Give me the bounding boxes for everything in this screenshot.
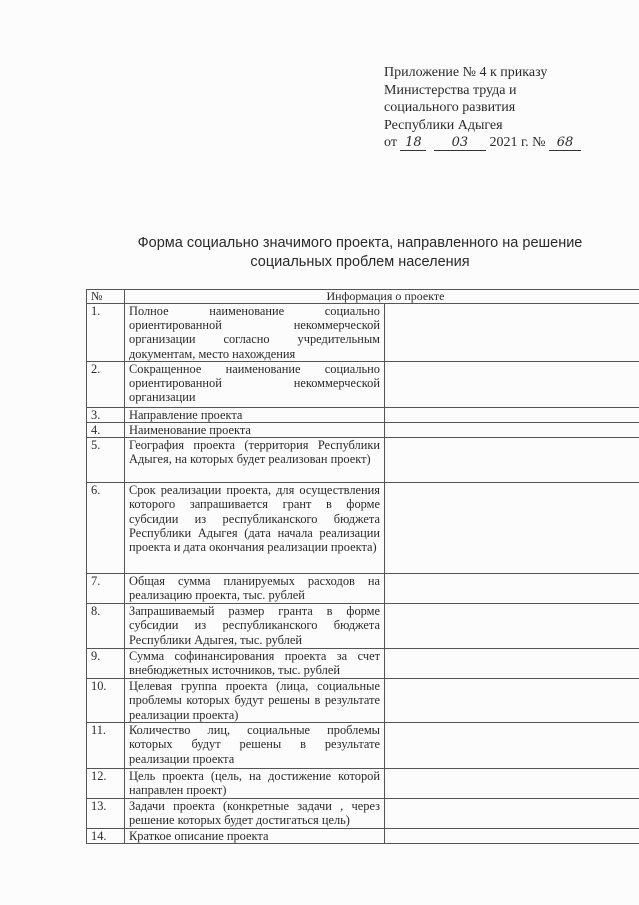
table-row [87, 604, 639, 649]
table-row [87, 679, 639, 723]
row-value-cell [385, 769, 639, 799]
header-line-3: социального развития [384, 100, 516, 115]
table-row [87, 574, 639, 604]
row-description: Сокращенное наименование социально ориентированной некоммерческой организации [125, 361, 385, 407]
row-value-cell [385, 604, 639, 649]
row-number: 4. [87, 423, 125, 438]
row-number: 13. [87, 799, 125, 829]
row-value-cell [385, 423, 639, 438]
row-value-cell [385, 361, 639, 407]
row-description: Количество лиц, социальные проблемы которых будут решены в результате реализации проекта [125, 723, 385, 769]
row-value-cell [385, 407, 639, 422]
row-value-cell [385, 799, 639, 829]
row-number: 7. [87, 574, 125, 604]
header-line-2: Министерства труда и [384, 82, 517, 98]
row-number: 12. [87, 769, 125, 799]
row-value-cell [385, 304, 639, 362]
table-row [87, 423, 639, 438]
table-row [87, 649, 639, 679]
row-description: Цель проекта (цель, на достижение которой направлен проект) [125, 769, 385, 799]
date-prefix: от [384, 135, 397, 150]
row-description: Направление проекта [125, 407, 385, 422]
table-row [87, 799, 639, 829]
date-year: 2021 г. № [489, 135, 546, 150]
form-title [80, 234, 639, 272]
row-description: Общая сумма планируемых расходов на реализацию проекта, тыс. рублей [125, 574, 385, 604]
row-description: Срок реализации проекта, для осуществления которого запрашивается грант в форме субсидии из республиканского бюджета Республики Адыгея (дата начала реализации проекта и дата окончания реализации проекта) [125, 483, 385, 574]
row-number: 3. [87, 407, 125, 422]
table-header-row [87, 290, 639, 304]
column-header-info: Информация о проекте [125, 290, 639, 304]
form-title-line-1: Форма социально значимого проекта, направленного на решение [137, 235, 583, 251]
row-number: 14. [87, 829, 125, 844]
row-number: 10. [87, 679, 125, 723]
row-value-cell [385, 574, 639, 604]
row-description: Запрашиваемый размер гранта в форме субсидии из республиканского бюджета Республики Адыгея, тыс. рублей [125, 604, 385, 649]
project-info-table [86, 289, 639, 844]
row-value-cell [385, 829, 639, 844]
table-row [87, 407, 639, 422]
table-row [87, 438, 639, 483]
row-description: Задачи проекта (конкретные задачи , через решение которых будет достигаться цель) [125, 799, 385, 829]
row-value-cell [385, 483, 639, 574]
row-value-cell [385, 679, 639, 723]
table-row [87, 723, 639, 769]
row-number: 8. [87, 604, 125, 649]
row-description: Сумма софинансирования проекта за счет внебюджетных источников, тыс. рублей [125, 649, 385, 679]
order-number: 68 [549, 136, 581, 151]
row-value-cell [385, 649, 639, 679]
row-value-cell [385, 438, 639, 483]
row-number: 5. [87, 438, 125, 483]
row-description: Краткое описание проекта [125, 829, 385, 844]
header-line-1: Приложение № 4 к приказу [384, 65, 548, 80]
row-number: 9. [87, 649, 125, 679]
row-value-cell [385, 723, 639, 769]
order-reference-block [384, 64, 634, 152]
row-description: Полное наименование социально ориентированной некоммерческой организации согласно учредительным документам, место нахождения [125, 304, 385, 362]
date-day: 18 [400, 136, 426, 151]
date-month: 03 [434, 136, 486, 151]
row-number: 2. [87, 361, 125, 407]
row-number: 6. [87, 483, 125, 574]
header-date-line [384, 134, 634, 152]
row-description: Наименование проекта [125, 423, 385, 438]
row-description: География проекта (территория Республики Адыгея, на которых будет реализован проект) [125, 438, 385, 483]
table-row [87, 483, 639, 574]
header-line-4: Республики Адыгея [384, 117, 503, 133]
table-row [87, 361, 639, 407]
table-row [87, 304, 639, 362]
row-number: 11. [87, 723, 125, 769]
row-description: Целевая группа проекта (лица, социальные проблемы которых будут решены в результате реализации проекта) [125, 679, 385, 723]
row-number: 1. [87, 304, 125, 362]
table-row [87, 769, 639, 799]
column-header-number: № [87, 290, 125, 304]
form-title-line-2: социальных проблем населения [250, 254, 470, 270]
table-row [87, 829, 639, 844]
